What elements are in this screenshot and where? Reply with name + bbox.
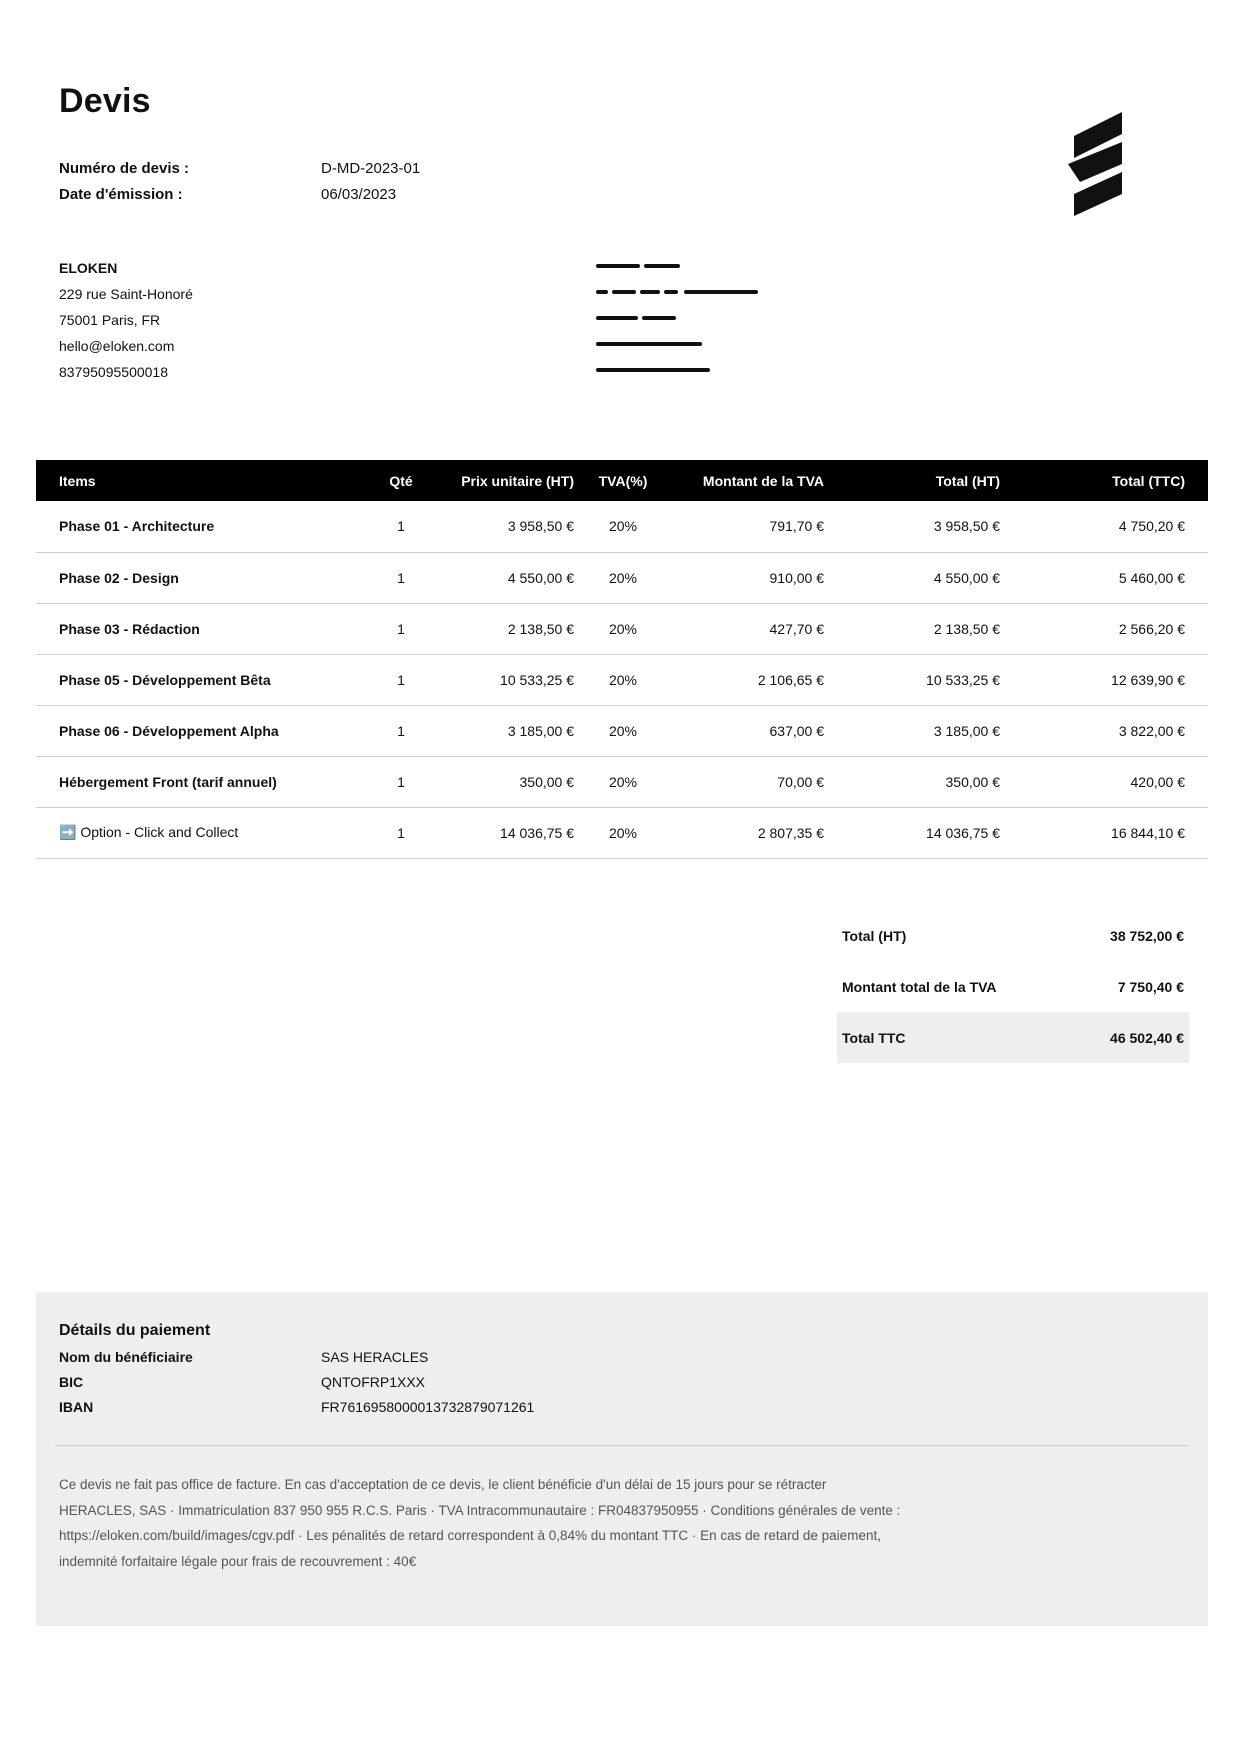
cell-item: ➡️ Option - Click and Collect <box>36 807 366 858</box>
beneficiary-value: SAS HERACLES <box>321 1348 429 1365</box>
cell-total-ht: 2 138,50 € <box>836 603 1012 654</box>
cell-total-ttc: 2 566,20 € <box>1012 603 1208 654</box>
header-total-ht: Total (HT) <box>935 472 1000 489</box>
cell-vat-amount: 791,70 € <box>660 501 836 552</box>
table-row <box>36 552 1208 603</box>
cell-total-ttc: 420,00 € <box>1012 756 1208 807</box>
payment-details-section <box>36 1292 1208 1626</box>
total-ttc-row <box>837 1012 1189 1063</box>
cell-qty: 1 <box>366 756 436 807</box>
total-vat-label: Montant total de la TVA <box>842 978 997 995</box>
sender-email: hello@eloken.com <box>59 338 175 354</box>
legal-line: HERACLES, SAS · Immatriculation 837 950 955 R.C.S. Paris · TVA Intracommunautaire : FR04837950955 · Conditions générales de vente : <box>59 1502 901 1518</box>
bic-row <box>59 1369 534 1394</box>
table-header-row <box>36 460 1208 501</box>
table-row <box>36 705 1208 756</box>
bic-value: QNTOFRP1XXX <box>321 1373 425 1390</box>
header-items: Items <box>59 472 96 489</box>
quote-number-label: Numéro de devis : <box>59 159 190 177</box>
document-title: Devis <box>59 82 151 120</box>
total-ht-value: 38 752,00 € <box>1110 927 1184 944</box>
issue-date-row <box>59 181 420 207</box>
cell-qty: 1 <box>366 705 436 756</box>
iban-row <box>59 1394 534 1419</box>
cell-total-ht: 4 550,00 € <box>836 552 1012 603</box>
cell-unit-price: 14 036,75 € <box>436 807 586 858</box>
cell-vat-rate: 20% <box>586 807 660 858</box>
cell-qty: 1 <box>366 603 436 654</box>
cell-total-ttc: 3 822,00 € <box>1012 705 1208 756</box>
total-vat-row <box>837 961 1189 1012</box>
beneficiary-label: Nom du bénéficiaire <box>59 1348 193 1365</box>
cell-qty: 1 <box>366 501 436 552</box>
cell-vat-amount: 2 106,65 € <box>660 654 836 705</box>
cell-unit-price: 3 958,50 € <box>436 501 586 552</box>
cell-vat-rate: 20% <box>586 756 660 807</box>
total-ttc-value: 46 502,40 € <box>1110 1029 1184 1046</box>
cell-total-ttc: 4 750,20 € <box>1012 501 1208 552</box>
table-row <box>36 501 1208 552</box>
cell-vat-amount: 637,00 € <box>660 705 836 756</box>
cell-vat-amount: 427,70 € <box>660 603 836 654</box>
totals-block <box>837 910 1189 1063</box>
header-vat-rate: TVA(%) <box>598 472 648 489</box>
total-ht-row <box>837 910 1189 961</box>
cell-unit-price: 3 185,00 € <box>436 705 586 756</box>
cell-total-ht: 10 533,25 € <box>836 654 1012 705</box>
sender-block <box>59 258 193 388</box>
legal-notice <box>59 1472 979 1574</box>
cell-total-ht: 3 185,00 € <box>836 705 1012 756</box>
cell-item: Phase 06 - Développement Alpha <box>36 705 366 756</box>
cell-vat-rate: 20% <box>586 501 660 552</box>
beneficiary-row <box>59 1344 534 1369</box>
header-unit-price: Prix unitaire (HT) <box>461 472 574 489</box>
total-ht-label: Total (HT) <box>842 927 907 944</box>
iban-label: IBAN <box>59 1398 94 1415</box>
table-row <box>36 807 1208 858</box>
issue-date-value: 06/03/2023 <box>321 185 397 203</box>
document-meta <box>59 155 420 207</box>
cell-unit-price: 10 533,25 € <box>436 654 586 705</box>
cell-unit-price: 4 550,00 € <box>436 552 586 603</box>
header-total-ttc: Total (TTC) <box>1112 472 1185 489</box>
cell-item: Hébergement Front (tarif annuel) <box>36 756 366 807</box>
cell-total-ht: 3 958,50 € <box>836 501 1012 552</box>
table-row <box>36 756 1208 807</box>
legal-line: indemnité forfaitaire légale pour frais de recouvrement : 40€ <box>59 1553 417 1569</box>
cell-vat-rate: 20% <box>586 705 660 756</box>
divider <box>55 1445 1189 1446</box>
cell-qty: 1 <box>366 654 436 705</box>
sender-name: ELOKEN <box>59 260 118 276</box>
cell-unit-price: 350,00 € <box>436 756 586 807</box>
header-qty: Qté <box>389 472 413 489</box>
cell-total-ttc: 5 460,00 € <box>1012 552 1208 603</box>
header-vat-amount: Montant de la TVA <box>702 472 824 489</box>
cell-vat-rate: 20% <box>586 654 660 705</box>
cell-item: Phase 02 - Design <box>36 552 366 603</box>
cell-total-ht: 14 036,75 € <box>836 807 1012 858</box>
cell-qty: 1 <box>366 552 436 603</box>
company-logo-icon <box>1068 112 1128 216</box>
quote-number-row <box>59 155 420 181</box>
iban-value: FR7616958000013732879071261 <box>321 1398 535 1415</box>
cell-vat-rate: 20% <box>586 603 660 654</box>
cell-vat-amount: 70,00 € <box>660 756 836 807</box>
cell-vat-amount: 910,00 € <box>660 552 836 603</box>
issue-date-label: Date d'émission : <box>59 185 183 203</box>
payment-rows <box>59 1344 534 1419</box>
legal-line: Ce devis ne fait pas office de facture. En cas d'acceptation de ce devis, le client bénéficie d'un délai de 15 jours pour se rétracter <box>59 1477 827 1492</box>
cell-qty: 1 <box>366 807 436 858</box>
cell-unit-price: 2 138,50 € <box>436 603 586 654</box>
legal-line: https://eloken.com/build/images/cgv.pdf · Les pénalités de retard correspondent à 0,84% du montant TTC · En cas de retard de paiement, <box>59 1528 881 1543</box>
cell-item: Phase 03 - Rédaction <box>36 603 366 654</box>
cell-total-ttc: 16 844,10 € <box>1012 807 1208 858</box>
cell-total-ttc: 12 639,90 € <box>1012 654 1208 705</box>
total-ttc-label: Total TTC <box>842 1029 906 1046</box>
sender-siret: 83795095500018 <box>59 364 169 380</box>
table-row <box>36 654 1208 705</box>
sender-city: 75001 Paris, FR <box>59 312 161 328</box>
quote-number-value: D-MD-2023-01 <box>321 159 421 177</box>
items-table <box>36 460 1208 859</box>
cell-item: Phase 01 - Architecture <box>36 501 366 552</box>
bic-label: BIC <box>59 1373 84 1390</box>
total-vat-value: 7 750,40 € <box>1117 978 1184 995</box>
table-row <box>36 603 1208 654</box>
cell-vat-amount: 2 807,35 € <box>660 807 836 858</box>
cell-total-ht: 350,00 € <box>836 756 1012 807</box>
cell-vat-rate: 20% <box>586 552 660 603</box>
cell-item: Phase 05 - Développement Bêta <box>36 654 366 705</box>
sender-address: 229 rue Saint-Honoré <box>59 286 193 302</box>
payment-title: Détails du paiement <box>59 1322 211 1339</box>
